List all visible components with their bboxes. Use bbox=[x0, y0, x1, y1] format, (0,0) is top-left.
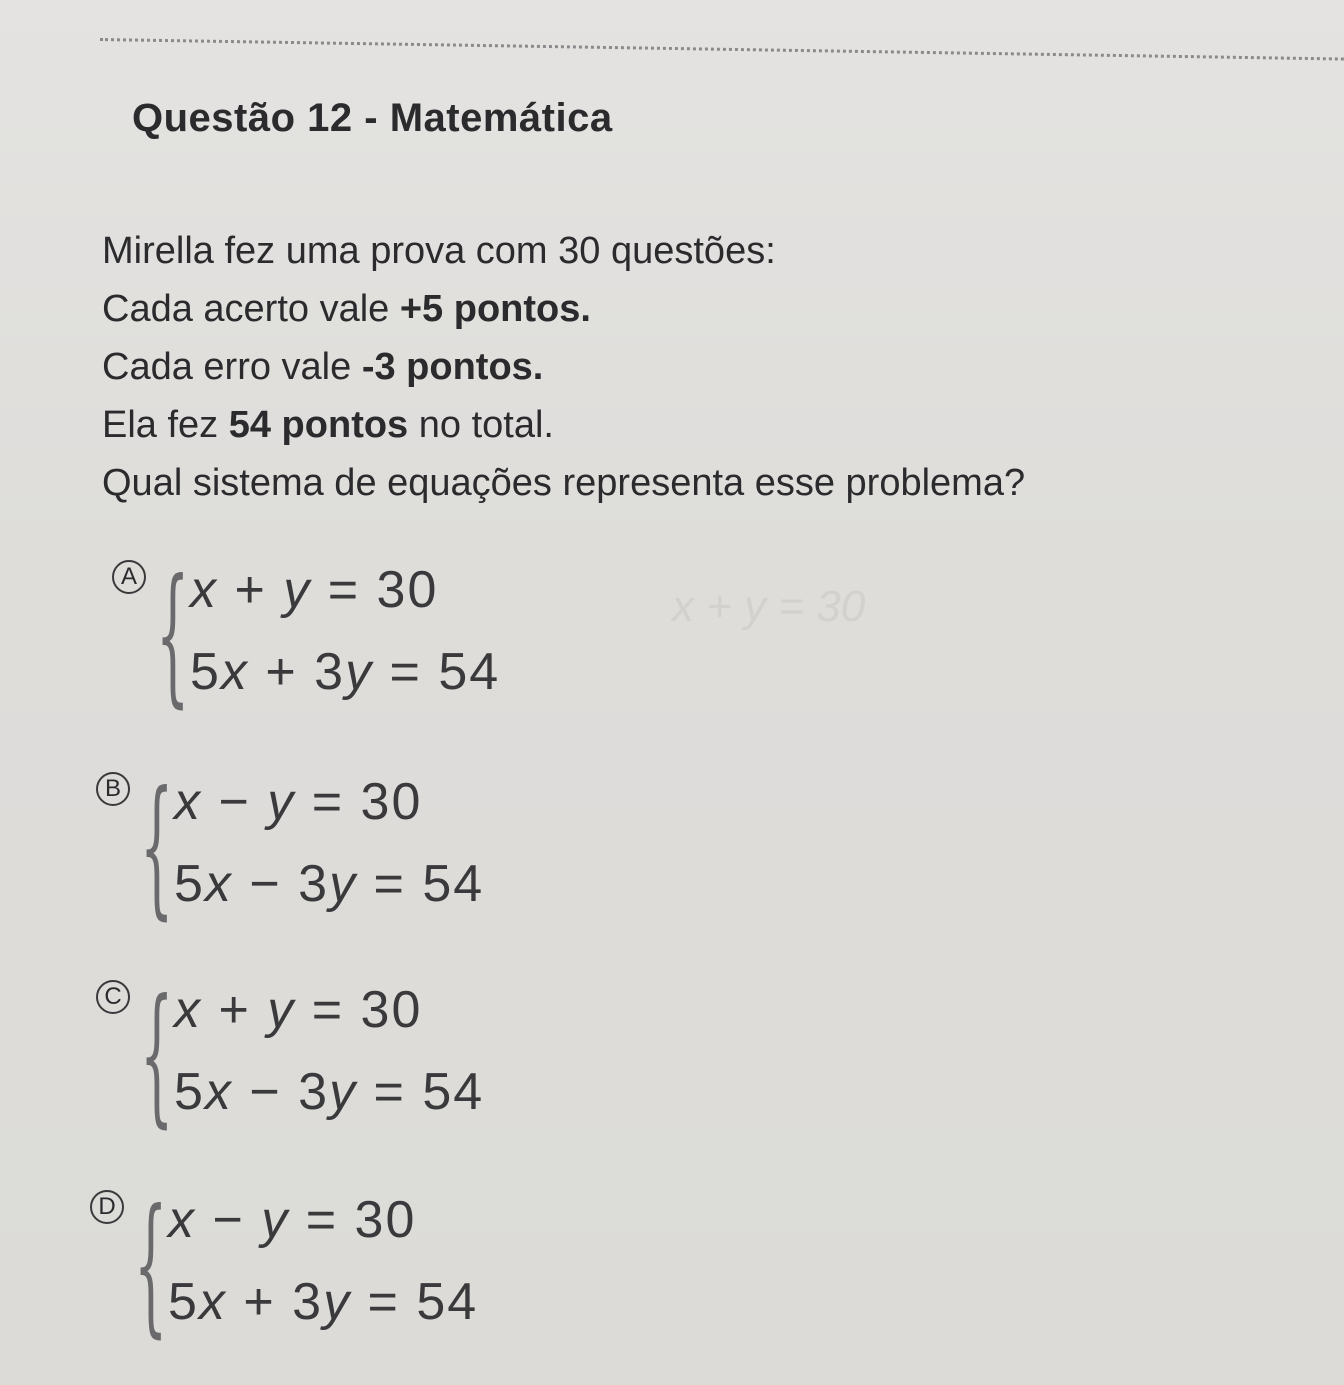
statement-line-3-text: Cada erro vale bbox=[102, 346, 362, 388]
option-a-equation-1: x + y = 30 bbox=[190, 561, 439, 619]
brace-icon: { bbox=[140, 760, 174, 934]
dotted-divider bbox=[100, 38, 1344, 61]
statement-line-4-bold: 54 pontos bbox=[228, 404, 409, 446]
option-d-equation-1: x − y = 30 bbox=[168, 1191, 417, 1249]
brace-icon: { bbox=[140, 968, 174, 1142]
statement-line-2 bbox=[102, 280, 1025, 338]
statement-line-2-text: Cada acerto vale bbox=[102, 288, 400, 330]
option-b-equation-2: 5x − 3y = 54 bbox=[174, 855, 485, 913]
statement-line-3-bold: -3 pontos. bbox=[361, 346, 544, 388]
option-letter-a[interactable]: A bbox=[112, 560, 146, 594]
statement-line-4-end: no total. bbox=[408, 404, 554, 446]
option-d-equation-2: 5x + 3y = 54 bbox=[168, 1273, 479, 1331]
option-letter-c[interactable]: C bbox=[96, 980, 130, 1014]
brace-icon: { bbox=[134, 1178, 168, 1352]
statement-line-4 bbox=[102, 396, 1025, 454]
option-letter-b[interactable]: B bbox=[96, 772, 130, 806]
statement-line-4-text: Ela fez bbox=[102, 404, 229, 446]
statement-line-3 bbox=[102, 338, 1025, 396]
option-c-equation-1: x + y = 30 bbox=[174, 981, 423, 1039]
option-letter-d[interactable]: D bbox=[90, 1190, 124, 1224]
statement-line-1: Mirella fez uma prova com 30 questões: bbox=[102, 230, 776, 272]
question-title: Questão 12 - Matemática bbox=[132, 96, 613, 140]
faint-pencil-marks: x + y = 30 bbox=[672, 582, 866, 631]
option-b-equation-1: x − y = 30 bbox=[174, 773, 423, 831]
option-a-equation-2: 5x + 3y = 54 bbox=[190, 643, 501, 701]
statement-question: Qual sistema de equações representa esse problema? bbox=[102, 462, 1026, 504]
option-c-equation-2: 5x − 3y = 54 bbox=[174, 1063, 485, 1121]
question-statement bbox=[102, 222, 1025, 512]
brace-icon: { bbox=[156, 548, 190, 722]
statement-line-2-bold: +5 pontos. bbox=[399, 288, 591, 330]
